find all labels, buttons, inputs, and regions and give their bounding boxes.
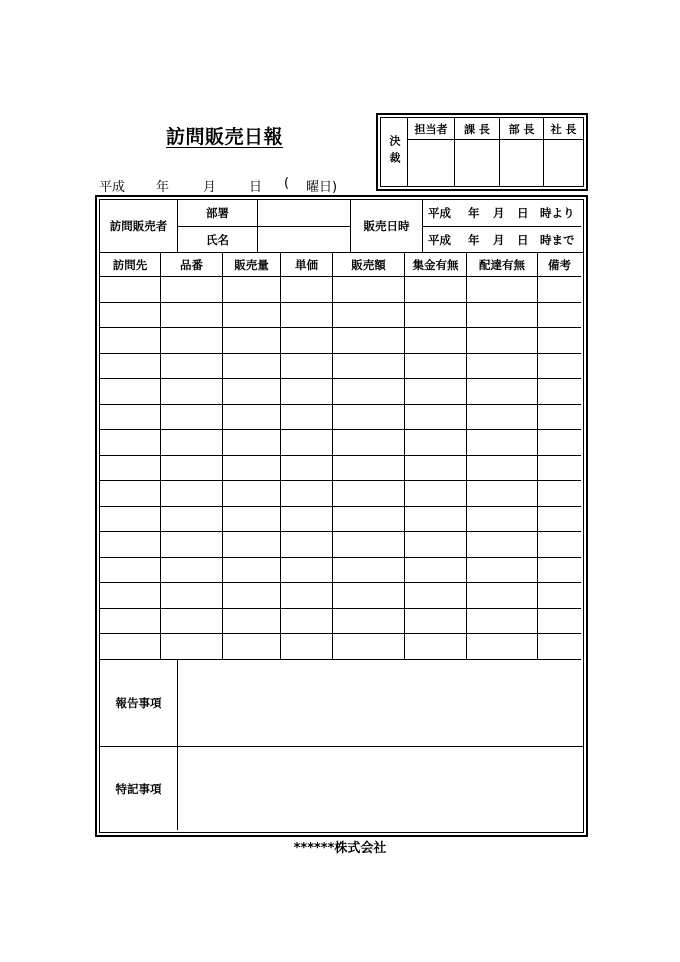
table-cell[interactable] bbox=[101, 609, 160, 633]
end-time-suffix: 時まで bbox=[540, 232, 575, 247]
table-cell[interactable] bbox=[101, 456, 160, 480]
table-cell[interactable] bbox=[333, 379, 404, 404]
table-cell[interactable] bbox=[405, 609, 466, 633]
table-cell[interactable] bbox=[281, 277, 332, 302]
table-cell[interactable] bbox=[223, 583, 280, 608]
table-cell[interactable] bbox=[281, 405, 332, 429]
page-title: 訪問販売日報 bbox=[166, 126, 284, 148]
table-cell[interactable] bbox=[467, 328, 537, 353]
table-cell[interactable] bbox=[333, 634, 404, 659]
table-cell[interactable] bbox=[161, 405, 222, 429]
stamp-field-section-chief[interactable] bbox=[455, 140, 499, 186]
report-items-label: 報告事項 bbox=[115, 696, 162, 710]
sale-datetime-label: 販売日時 bbox=[363, 219, 410, 233]
special-notes-field[interactable] bbox=[178, 747, 581, 830]
table-cell[interactable] bbox=[405, 481, 466, 506]
table-cell[interactable] bbox=[281, 532, 332, 557]
table-cell[interactable] bbox=[161, 456, 222, 480]
table-cell[interactable] bbox=[467, 634, 537, 659]
end-month-label: 月 bbox=[493, 232, 505, 247]
col-header-payment-collected: 集金有無 bbox=[412, 257, 459, 272]
table-cell[interactable] bbox=[333, 456, 404, 480]
sales-report-form bbox=[95, 195, 588, 837]
table-cell[interactable] bbox=[405, 405, 466, 429]
table-cell[interactable] bbox=[281, 609, 332, 633]
approval-role-dept-head: 部 長 bbox=[508, 122, 535, 136]
table-cell[interactable] bbox=[281, 634, 332, 659]
table-cell[interactable] bbox=[101, 507, 160, 531]
table-cell[interactable] bbox=[161, 277, 222, 302]
table-cell[interactable] bbox=[333, 507, 404, 531]
table-cell[interactable] bbox=[467, 405, 537, 429]
table-cell[interactable] bbox=[538, 303, 581, 327]
start-time-suffix: 時より bbox=[540, 206, 575, 220]
table-cell[interactable] bbox=[161, 558, 222, 582]
stamp-field-president[interactable] bbox=[544, 140, 583, 186]
table-cell[interactable] bbox=[467, 532, 537, 557]
table-cell[interactable] bbox=[467, 481, 537, 506]
table-cell[interactable] bbox=[333, 532, 404, 557]
sale-end-line[interactable] bbox=[423, 227, 581, 252]
table-cell[interactable] bbox=[333, 277, 404, 302]
table-cell[interactable] bbox=[161, 532, 222, 557]
table-cell[interactable] bbox=[405, 430, 466, 455]
table-cell[interactable] bbox=[333, 583, 404, 608]
table-cell[interactable] bbox=[333, 481, 404, 506]
col-header-unit-price: 単価 bbox=[295, 257, 318, 272]
report-date-line bbox=[99, 176, 359, 194]
table-cell[interactable] bbox=[405, 354, 466, 378]
end-year-label: 年 bbox=[468, 232, 480, 247]
table-cell[interactable] bbox=[101, 558, 160, 582]
date-year-label: 年 bbox=[156, 180, 170, 195]
table-cell[interactable] bbox=[281, 303, 332, 327]
date-weekday-open: ( bbox=[284, 176, 290, 191]
visitor-label: 訪問販売者 bbox=[109, 219, 168, 233]
table-cell[interactable] bbox=[161, 583, 222, 608]
table-cell[interactable] bbox=[405, 634, 466, 659]
table-cell[interactable] bbox=[223, 328, 280, 353]
table-cell[interactable] bbox=[101, 634, 160, 659]
table-cell[interactable] bbox=[405, 507, 466, 531]
special-notes-label: 特記事項 bbox=[115, 781, 162, 796]
table-cell[interactable] bbox=[538, 558, 581, 582]
table-cell[interactable] bbox=[161, 634, 222, 659]
approval-role-president: 社 長 bbox=[550, 122, 577, 136]
approval-role-staff: 担当者 bbox=[414, 122, 448, 136]
start-day-label: 日 bbox=[517, 206, 529, 220]
approval-role-section-chief: 課 長 bbox=[464, 122, 490, 136]
table-cell[interactable] bbox=[467, 456, 537, 480]
col-header-visit-destination: 訪問先 bbox=[112, 257, 148, 272]
table-cell[interactable] bbox=[101, 532, 160, 557]
stamp-field-staff[interactable] bbox=[408, 140, 454, 186]
approval-box-inner bbox=[380, 117, 584, 187]
table-cell[interactable] bbox=[161, 328, 222, 353]
table-cell[interactable] bbox=[223, 558, 280, 582]
table-cell[interactable] bbox=[223, 303, 280, 327]
col-header-sales-amount: 販売額 bbox=[351, 257, 386, 272]
table-cell[interactable] bbox=[467, 430, 537, 455]
date-month-label: 月 bbox=[203, 180, 217, 195]
approval-box bbox=[376, 113, 588, 191]
col-header-item-number: 品番 bbox=[180, 257, 203, 272]
table-cell[interactable] bbox=[333, 430, 404, 455]
table-cell[interactable] bbox=[538, 481, 581, 506]
table-cell[interactable] bbox=[161, 303, 222, 327]
start-era: 平成 bbox=[428, 206, 451, 220]
table-cell[interactable] bbox=[333, 609, 404, 633]
table-cell[interactable] bbox=[333, 303, 404, 327]
table-cell[interactable] bbox=[538, 405, 581, 429]
end-day-label: 日 bbox=[517, 232, 529, 247]
col-header-remarks: 備考 bbox=[548, 257, 571, 272]
sales-report-form-inner bbox=[99, 199, 584, 833]
table-cell[interactable] bbox=[538, 609, 581, 633]
table-cell[interactable] bbox=[281, 379, 332, 404]
name-label: 氏名 bbox=[206, 232, 229, 247]
table-cell[interactable] bbox=[101, 277, 160, 302]
table-cell[interactable] bbox=[161, 379, 222, 404]
table-cell[interactable] bbox=[223, 634, 280, 659]
date-weekday-label: 曜日) bbox=[306, 180, 338, 195]
table-cell[interactable] bbox=[405, 303, 466, 327]
table-cell[interactable] bbox=[223, 507, 280, 531]
table-cell[interactable] bbox=[467, 354, 537, 378]
table-cell[interactable] bbox=[281, 507, 332, 531]
table-cell[interactable] bbox=[405, 456, 466, 480]
table-cell[interactable] bbox=[161, 481, 222, 506]
date-era: 平成 bbox=[99, 180, 126, 195]
table-cell[interactable] bbox=[223, 532, 280, 557]
table-cell[interactable] bbox=[223, 456, 280, 480]
table-cell[interactable] bbox=[467, 507, 537, 531]
table-cell[interactable] bbox=[161, 354, 222, 378]
table-cell[interactable] bbox=[223, 430, 280, 455]
table-cell[interactable] bbox=[538, 583, 581, 608]
table-cell[interactable] bbox=[333, 328, 404, 353]
table-cell[interactable] bbox=[281, 481, 332, 506]
sale-start-line[interactable] bbox=[423, 200, 581, 226]
table-cell[interactable] bbox=[405, 558, 466, 582]
table-cell[interactable] bbox=[281, 558, 332, 582]
table-cell[interactable] bbox=[223, 379, 280, 404]
table-cell[interactable] bbox=[467, 277, 537, 302]
start-month-label: 月 bbox=[493, 206, 505, 220]
table-cell[interactable] bbox=[223, 405, 280, 429]
table-cell[interactable] bbox=[223, 354, 280, 378]
name-field[interactable] bbox=[258, 227, 350, 252]
table-cell[interactable] bbox=[538, 430, 581, 455]
table-cell[interactable] bbox=[281, 583, 332, 608]
start-year-label: 年 bbox=[468, 206, 480, 220]
table-cell[interactable] bbox=[333, 354, 404, 378]
table-cell[interactable] bbox=[161, 609, 222, 633]
table-cell[interactable] bbox=[467, 303, 537, 327]
table-cell[interactable] bbox=[101, 481, 160, 506]
table-cell[interactable] bbox=[223, 481, 280, 506]
table-cell[interactable] bbox=[538, 532, 581, 557]
table-cell[interactable] bbox=[101, 328, 160, 353]
table-cell[interactable] bbox=[538, 507, 581, 531]
department-label: 部署 bbox=[206, 206, 229, 220]
table-cell[interactable] bbox=[281, 456, 332, 480]
table-cell[interactable] bbox=[101, 583, 160, 608]
stamp-field-dept-head[interactable] bbox=[500, 140, 543, 186]
table-cell[interactable] bbox=[281, 354, 332, 378]
table-cell[interactable] bbox=[223, 277, 280, 302]
table-cell[interactable] bbox=[101, 354, 160, 378]
table-cell[interactable] bbox=[467, 558, 537, 582]
table-cell[interactable] bbox=[161, 507, 222, 531]
table-cell[interactable] bbox=[281, 328, 332, 353]
table-cell[interactable] bbox=[405, 328, 466, 353]
date-day-label: 日 bbox=[249, 180, 263, 195]
table-cell[interactable] bbox=[101, 430, 160, 455]
table-cell[interactable] bbox=[538, 354, 581, 378]
col-header-delivery: 配達有無 bbox=[479, 257, 525, 272]
department-field[interactable] bbox=[258, 200, 350, 226]
table-cell[interactable] bbox=[467, 609, 537, 633]
table-cell[interactable] bbox=[405, 277, 466, 302]
table-cell[interactable] bbox=[467, 583, 537, 608]
end-era: 平成 bbox=[428, 232, 451, 247]
col-header-quantity: 販売量 bbox=[234, 257, 269, 272]
report-items-field[interactable] bbox=[178, 660, 581, 746]
table-cell[interactable] bbox=[281, 430, 332, 455]
table-cell[interactable] bbox=[538, 379, 581, 404]
table-cell[interactable] bbox=[333, 405, 404, 429]
table-cell[interactable] bbox=[161, 430, 222, 455]
table-cell[interactable] bbox=[333, 558, 404, 582]
table-cell[interactable] bbox=[101, 303, 160, 327]
table-cell[interactable] bbox=[538, 277, 581, 302]
table-cell[interactable] bbox=[223, 609, 280, 633]
table-cell[interactable] bbox=[467, 379, 537, 404]
table-cell[interactable] bbox=[101, 405, 160, 429]
table-cell[interactable] bbox=[538, 456, 581, 480]
table-cell[interactable] bbox=[405, 379, 466, 404]
table-cell[interactable] bbox=[405, 583, 466, 608]
table-cell[interactable] bbox=[405, 532, 466, 557]
approval-label: 決裁 bbox=[388, 135, 401, 169]
table-cell[interactable] bbox=[538, 634, 581, 659]
approval-label-cell bbox=[381, 118, 407, 186]
company-name: ******株式会社 bbox=[293, 841, 387, 856]
table-cell[interactable] bbox=[538, 328, 581, 353]
table-cell[interactable] bbox=[101, 379, 160, 404]
